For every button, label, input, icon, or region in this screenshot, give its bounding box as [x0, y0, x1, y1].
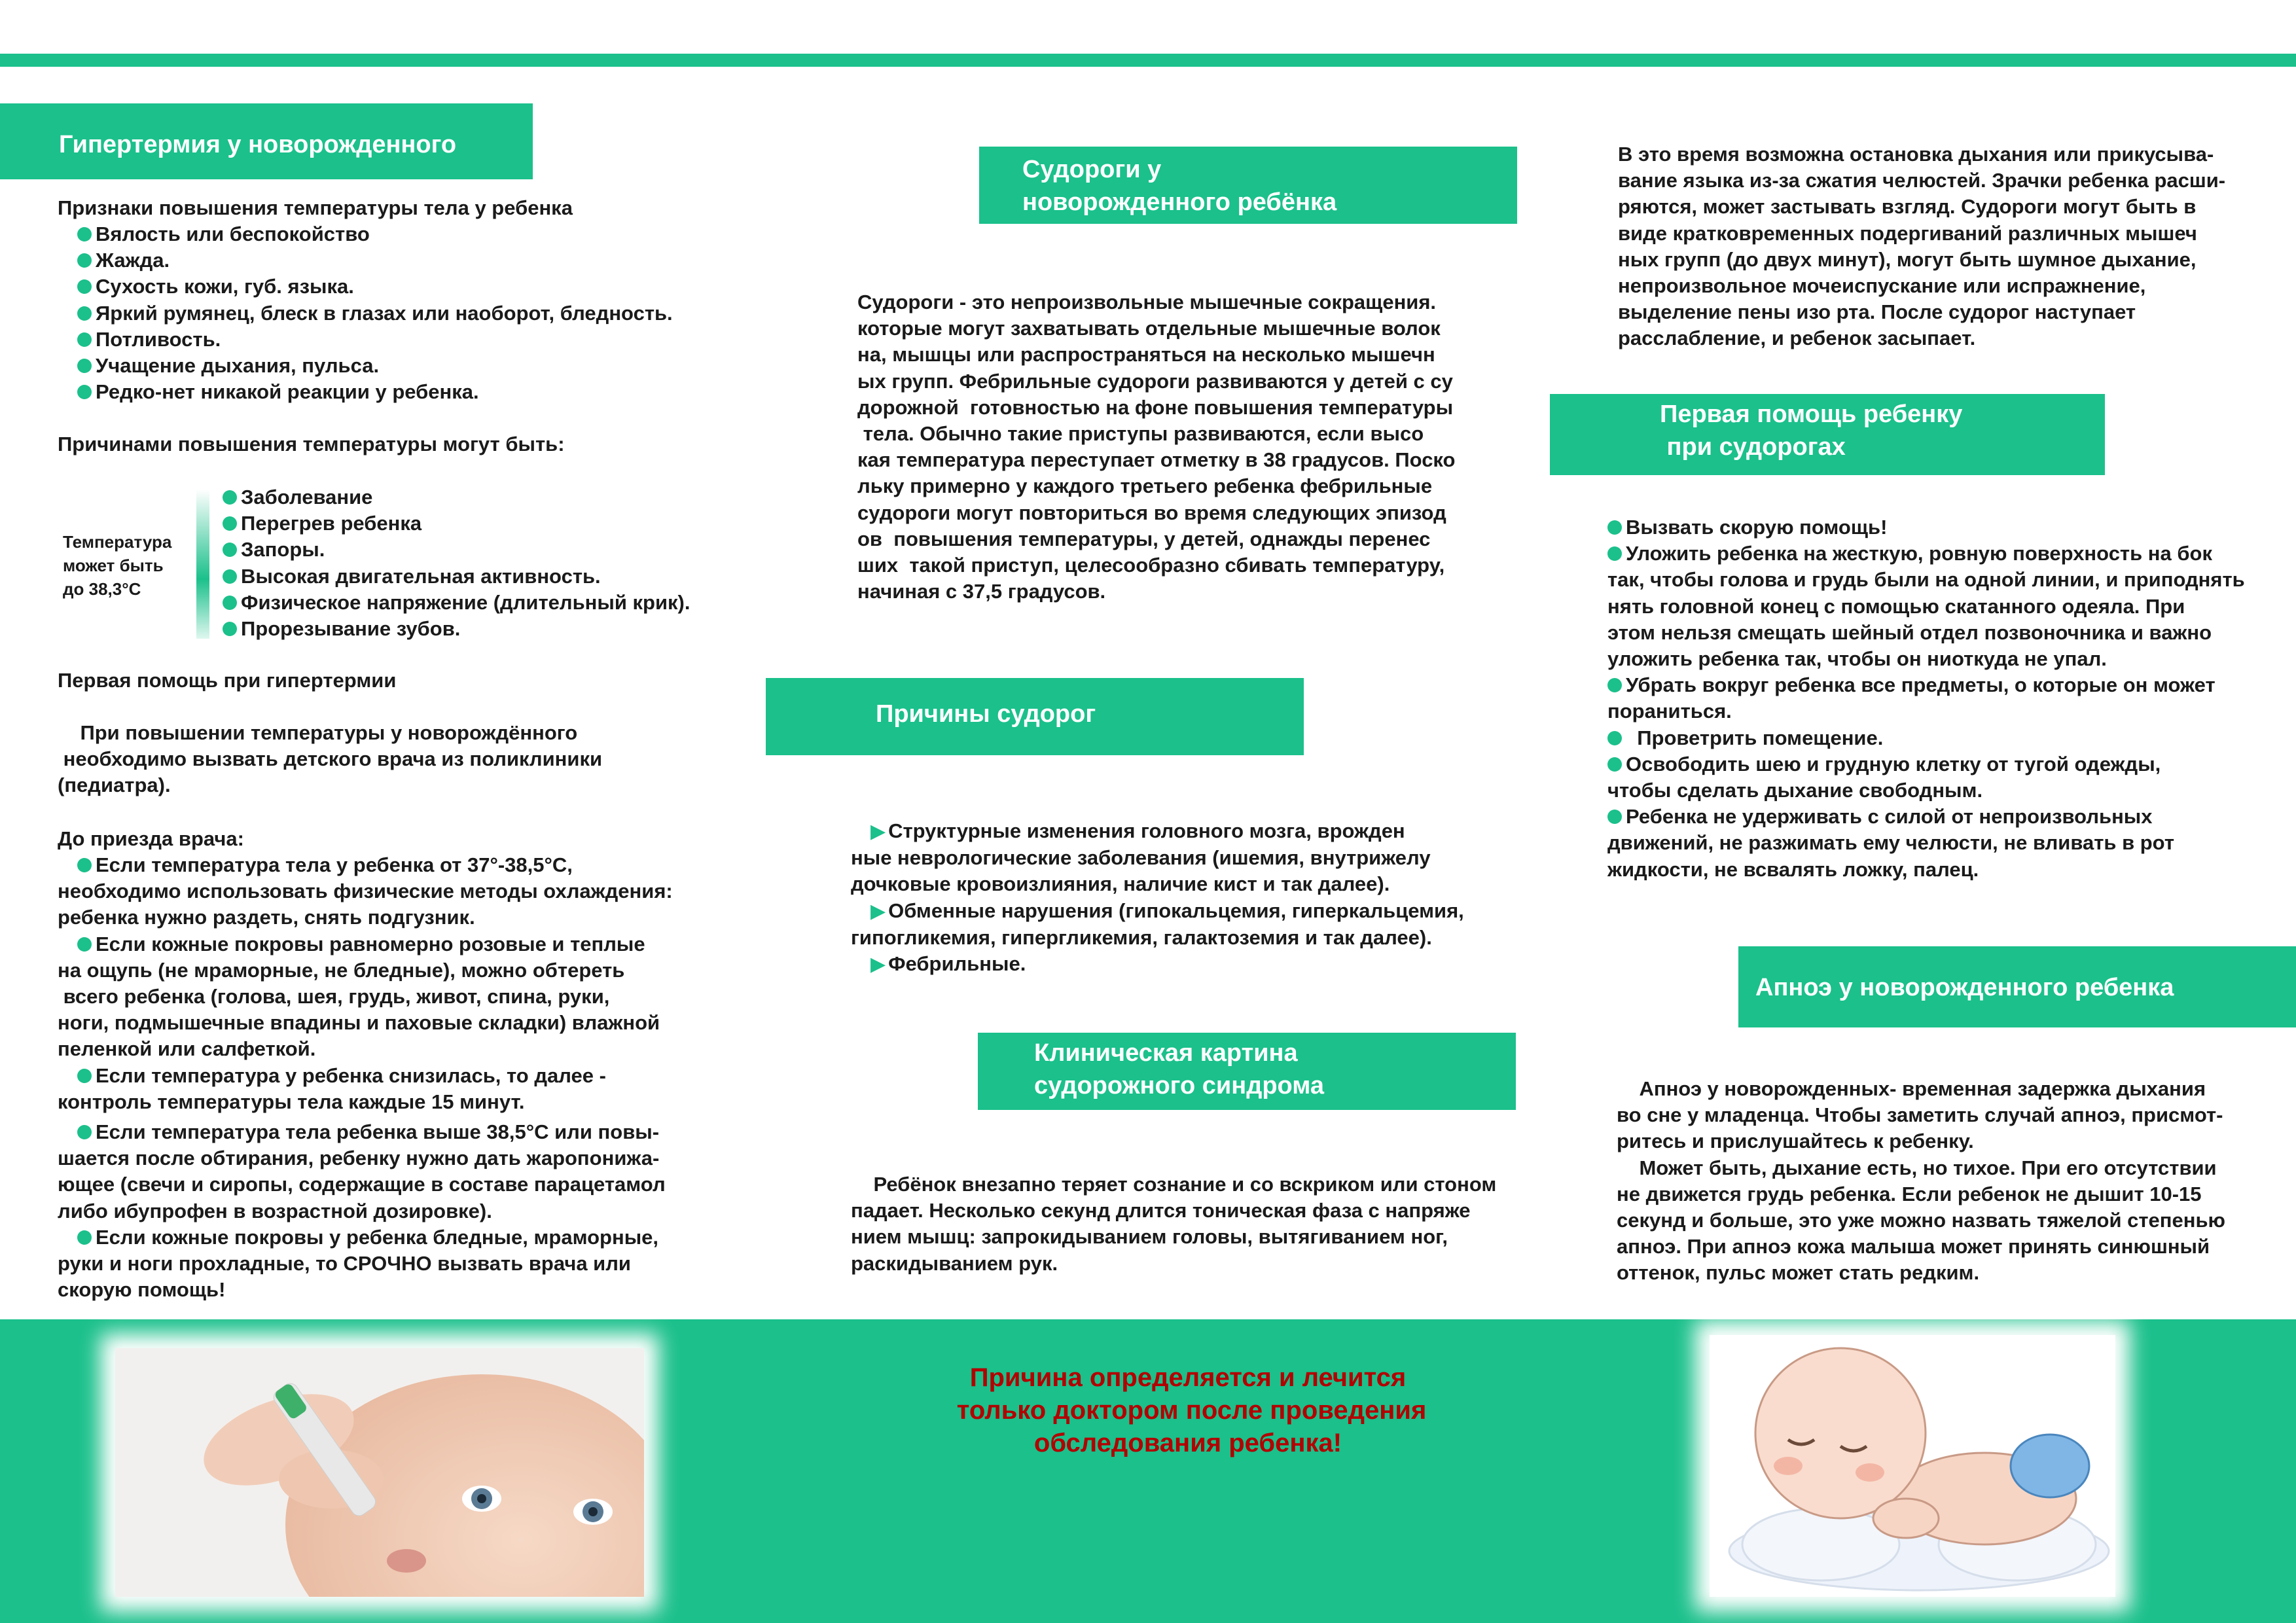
list-item: Если кожные покровы равномерно розовые и теплые на ощупь (не мраморные, не бледные), можно обтереть всего ребенка (голова, шея, грудь, живот, спина, руки, ноги, подмышечные впадины и паховые складки) влажной пеленкой или салфеткой.: [58, 932, 660, 1061]
bullet-dot-icon: [77, 279, 92, 294]
list-item: Убрать вокруг ребенка все предметы, о которые он может пораниться.: [1607, 673, 2215, 723]
first-aid-title: Первая помощь при гипертермии: [58, 669, 397, 692]
apnea-description: Апноэ у новорожденных- временная задержка дыхания во сне у младенца. Чтобы заметить случай апноэ, присмот- ритесь и прислушайтесь к ребенку. Может быть, дыхание есть, но тихое. При его отсутствии не движется грудь ребенка. Если ребенок не дышит 10-15 секунд и больше, это уже можно назвать тяжелой степенью апноэ. При апноэ кожа малыша может принять синюшный оттенок, пульс может стать редким.: [1617, 1077, 2226, 1285]
first-aid-steps: [58, 852, 673, 1303]
bullet-dot-icon: [1607, 546, 1622, 561]
seizures-description: Судороги - это непроизвольные мышечные сокращения. которые могут захватывать отдельные мышечные волок на, мышцы или распространяться на несколько мышечн ых групп. Фебрильные судороги развиваются у детей с су дорожной готовностью на фоне повышения температуры тела. Обычно такие приступы развиваются, если высо кая температура переступает отметку в 38 градусов. Поско льку примерно у каждого третьего ребенка фебрильные судороги могут повториться во время следующих эпизод ов повышения температуры, у детей, однажды перенес ших такой приступ, целесообразно сбивать температуру, начиная с 37,5 градусов.: [857, 291, 1456, 603]
list-item: Высокая двигательная активность.: [223, 563, 690, 590]
sleeping-baby-icon: [1710, 1335, 2115, 1597]
header-seizures: [979, 147, 1517, 224]
triangle-bullet-icon: ▶: [870, 954, 886, 976]
bullet-dot-icon: [223, 622, 237, 636]
bullet-dot-icon: [1607, 810, 1622, 824]
header-apnea-text: Апноэ у новорожденного ребенка: [1755, 974, 2174, 1001]
top-accent-bar: [0, 54, 2296, 67]
bullet-dot-icon: [77, 937, 92, 952]
header-clinical-picture: [978, 1033, 1516, 1110]
bullet-dot-icon: [1607, 757, 1622, 772]
bullet-dot-icon: [77, 858, 92, 872]
triangle-bullet-icon: ▶: [870, 900, 886, 922]
list-item: Проветрить помещение.: [1607, 725, 2245, 751]
list-item: Учащение дыхания, пульса.: [77, 353, 673, 379]
clinical-description: Ребёнок внезапно теряет сознание и со вскриком или стоном падает. Несколько секунд длится тоническая фаза с напряже нием мышц: запрокидыванием головы, вытягиванием ног, раскидыванием рук.: [851, 1173, 1497, 1275]
list-item: ▶ Обменные нарушения (гипокальцемия, гиперкальцемия, гипогликемия, гипергликемия, галактоземия и так далее).: [851, 899, 1464, 949]
bullet-dot-icon: [77, 332, 92, 347]
temperature-gradient-bar: [196, 490, 209, 639]
header-seizure-first-aid: [1550, 394, 2105, 475]
header-seizure-causes: [766, 678, 1304, 755]
bullet-dot-icon: [223, 516, 237, 531]
temperature-note: Температура может быть до 38,3°С: [63, 532, 172, 599]
header-seizures-text: Судороги у новорожденного ребёнка: [1022, 156, 1337, 216]
sleeping-baby-illustration: [1710, 1335, 2115, 1597]
bullet-dot-icon: [77, 1230, 92, 1245]
header-seizure-first-aid-text: Первая помощь ребенку при судорогах: [1660, 401, 1963, 461]
bullet-dot-icon: [77, 1069, 92, 1083]
list-item: Жажда.: [77, 247, 673, 274]
header-hyperthermia-text: Гипертермия у новорожденного: [59, 131, 457, 158]
list-item: ▶ Фебрильные.: [870, 952, 1026, 976]
list-item: Перегрев ребенка: [223, 510, 690, 537]
header-clinical-picture-text: Клиническая картина судорожного синдрома: [1034, 1039, 1325, 1099]
header-apnea: [1738, 946, 2296, 1027]
list-item: Потливость.: [77, 327, 673, 353]
bullet-dot-icon: [77, 359, 92, 373]
list-item: Уложить ребенка на жесткую, ровную поверхность на бок так, чтобы голова и грудь были на одной линии, и приподнять нять головной конец с помощью скатанного одеяла. При этом нельзя смещать шейный отдел позвоночника и важно уложить ребенка так, чтобы он ниоткуда не упал.: [1607, 542, 2245, 671]
signs-title: Признаки повышения температуры тела у ребенка: [58, 196, 573, 219]
baby-thermometer-photo: [115, 1348, 644, 1597]
list-item: Яркий румянец, блеск в глазах или наоборот, бледность.: [77, 300, 673, 327]
list-item: Редко-нет никакой реакции у ребенка.: [77, 379, 673, 405]
header-hyperthermia: [0, 103, 533, 179]
list-item: Сухость кожи, губ. языка.: [77, 274, 673, 300]
triangle-bullet-icon: ▶: [870, 821, 886, 842]
bullet-dot-icon: [223, 596, 237, 610]
signs-list: [77, 221, 673, 405]
seizure-first-aid-list: [1607, 514, 2245, 883]
list-item: Вялость или беспокойство: [77, 221, 673, 247]
bullet-dot-icon: [223, 490, 237, 505]
list-item: Если кожные покровы у ребенка бледные, мраморные, руки и ноги прохладные, то СРОЧНО вызвать врача или скорую помощь!: [58, 1225, 659, 1302]
seizure-causes-list: [851, 818, 1464, 978]
list-item: Заболевание: [223, 484, 690, 510]
list-item: Если температура тела ребенка выше 38,5°С или повы- шается после обтирания, ребенку нужно дать жаропонижа- ющее (свечи и сиропы, содержащие в составе парацетамол либо ибупрофен в возрастной дозировке).: [58, 1120, 666, 1222]
list-item: Ребенка не удерживать с силой от непроизвольных движений, не разжимать ему челюсти, не вливать в рот жидкости, не всвалять ложку, палец.: [1607, 805, 2175, 881]
bullet-dot-icon: [1607, 520, 1622, 535]
seizures-continuation: В это время возможна остановка дыхания или прикусыва- вание языка из-за сжатия челюстей. Зрачки ребенка расши- ряются, может застывать взгляд. Судороги могут быть в виде кратковременных подергиваний различных мышеч ных групп (до двух минут), могут быть шумное дыхание, непроизвольное мочеиспускание или испражнение, выделение пены изо рта. После судорог наступает расслабление, и ребенок засыпает.: [1618, 143, 2226, 350]
before-doctor-title: До приезда врача:: [58, 827, 244, 850]
list-item: Физическое напряжение (длительный крик).: [223, 590, 690, 616]
list-item: Освободить шею и грудную клетку от тугой одежды, чтобы сделать дыхание свободным.: [1607, 752, 2161, 802]
bullet-dot-icon: [77, 385, 92, 399]
bullet-dot-icon: [223, 569, 237, 584]
bullet-dot-icon: [77, 1125, 92, 1139]
list-item: Если температура у ребенка снизилась, то далее - контроль температуры тела каждые 15 минут.: [58, 1063, 606, 1113]
causes-title: Причинами повышения температуры могут быть:: [58, 433, 565, 455]
bullet-dot-icon: [77, 253, 92, 268]
bullet-dot-icon: [1607, 678, 1622, 692]
doctor-warning: Причина определяется и лечится только доктором после проведения обследования ребенка!: [956, 1363, 1427, 1457]
list-item: Вызвать скорую помощь!: [1607, 514, 2245, 541]
list-item: Запоры.: [223, 537, 690, 563]
header-seizure-causes-text: Причины судорог: [876, 700, 1096, 728]
bullet-dot-icon: [77, 227, 92, 241]
list-item: Если температура тела у ребенка от 37°-38,5°С, необходимо использовать физические методы охлаждения: ребенка нужно раздеть, снять подгузник.: [58, 853, 673, 929]
causes-list: [223, 484, 690, 642]
list-item: ▶ Структурные изменения головного мозга, врожден ные неврологические заболевания (ишемия, внутрижелу дочковые кровоизлияния, наличие кист и так далее).: [851, 819, 1431, 896]
bullet-dot-icon: [223, 543, 237, 557]
list-item: Прорезывание зубов.: [223, 616, 690, 642]
first-aid-intro: При повышении температуры у новорождённого необходимо вызвать детского врача из поликлиники (педиатра).: [58, 721, 603, 797]
bullet-dot-icon: [1607, 731, 1622, 745]
bullet-dot-icon: [77, 306, 92, 321]
baby-thermometer-icon: [115, 1348, 644, 1597]
